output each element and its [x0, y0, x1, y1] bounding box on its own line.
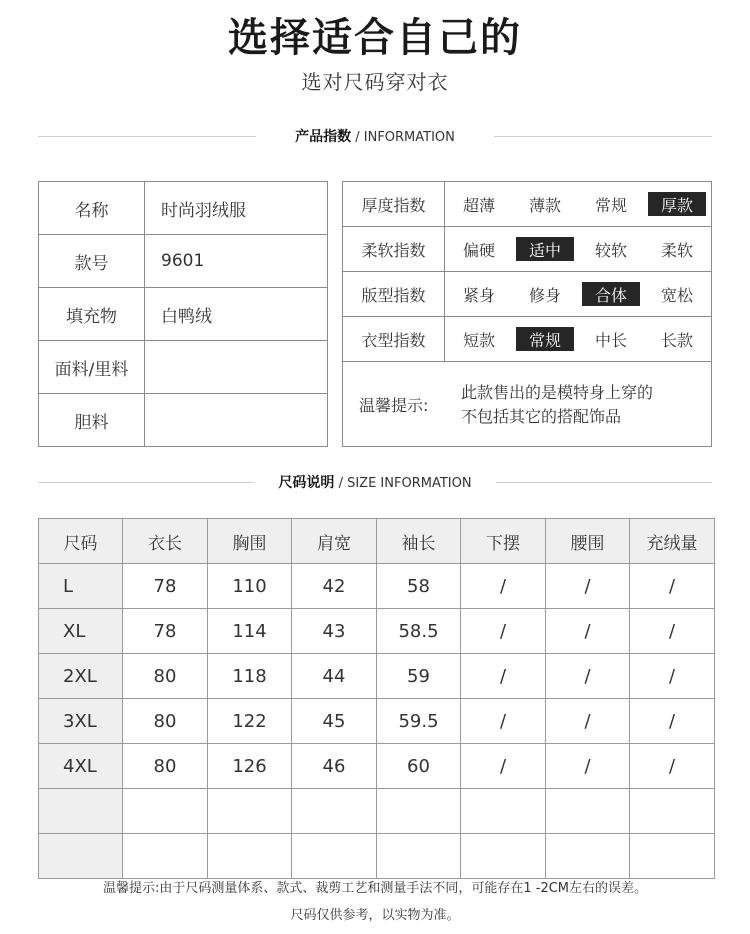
- size-cell: 59: [377, 654, 461, 699]
- index-option: 较软: [594, 240, 627, 260]
- size-cell: 60: [377, 744, 461, 789]
- index-option: 超薄: [462, 195, 495, 215]
- size-section-title: 尺码说明: [278, 475, 335, 491]
- footer-note: 温馨提示:由于尺码测量体系、款式、裁剪工艺和测量手法不同，可能存在1 -2CM左右的误差。: [102, 881, 648, 896]
- page-subtitle: 选对尺码穿对衣: [301, 70, 449, 94]
- info-row-name: [39, 182, 327, 235]
- size-cell: /: [461, 744, 546, 789]
- index-label: 衣型指数: [343, 317, 445, 361]
- size-cell: [208, 789, 292, 834]
- size-cell: [461, 834, 546, 879]
- size-cell: /: [630, 699, 715, 744]
- size-table-header-row: [39, 519, 715, 564]
- size-header-cell: 胸围: [208, 519, 292, 564]
- info-key: 填充物: [39, 288, 145, 340]
- size-cell: /: [461, 609, 546, 654]
- index-option: 厚款: [648, 192, 706, 216]
- info-value: 白鸭绒: [161, 306, 212, 327]
- product-section-title: 产品指数: [295, 129, 352, 145]
- info-row-style-number: [39, 235, 327, 288]
- footer-disclaimer: 尺码仅供参考，以实物为准。: [290, 908, 460, 923]
- info-row-lining: [39, 394, 327, 447]
- index-option: 适中: [516, 237, 574, 261]
- size-table-row: [39, 699, 715, 744]
- index-row-length: [343, 317, 711, 362]
- size-cell: 126: [208, 744, 292, 789]
- size-cell: /: [461, 654, 546, 699]
- index-option: 常规: [516, 327, 574, 351]
- size-header-cell: 衣长: [123, 519, 208, 564]
- size-cell: [377, 789, 461, 834]
- size-cell: 45: [292, 699, 377, 744]
- size-cell: /: [630, 609, 715, 654]
- size-cell: [123, 834, 208, 879]
- index-option: 紧身: [462, 285, 495, 305]
- size-cell: 122: [208, 699, 292, 744]
- size-cell: /: [461, 564, 546, 609]
- product-info-table: [38, 181, 328, 447]
- index-option: 薄款: [528, 195, 561, 215]
- size-cell: 78: [123, 564, 208, 609]
- size-cell: [39, 834, 123, 879]
- size-cell: 78: [123, 609, 208, 654]
- size-cell: /: [546, 744, 630, 789]
- size-cell: [546, 834, 630, 879]
- index-option: 长款: [660, 330, 693, 350]
- page-title: 选择适合自己的: [228, 15, 522, 61]
- index-row-thickness: [343, 182, 711, 227]
- size-header-cell: 充绒量: [630, 519, 715, 564]
- size-cell: 110: [208, 564, 292, 609]
- size-cell: [123, 789, 208, 834]
- info-row-fabric: [39, 341, 327, 394]
- size-cell: 43: [292, 609, 377, 654]
- tip-row: [343, 362, 711, 446]
- size-table-row: [39, 609, 715, 654]
- size-cell: 80: [123, 699, 208, 744]
- size-header-cell: 尺码: [39, 519, 123, 564]
- size-header-cell: 袖长: [377, 519, 461, 564]
- size-cell: 58.5: [377, 609, 461, 654]
- index-option: 合体: [582, 282, 640, 306]
- size-table-body: [39, 519, 715, 879]
- size-table-row: [39, 564, 715, 609]
- size-cell: /: [546, 654, 630, 699]
- tip-text: [461, 381, 653, 429]
- index-option: 修身: [528, 285, 561, 305]
- size-cell: [630, 789, 715, 834]
- index-option: 宽松: [660, 285, 693, 305]
- index-label: 版型指数: [343, 272, 445, 316]
- size-cell: 4XL: [39, 744, 123, 789]
- tip-label: 温馨提示:: [359, 395, 429, 415]
- index-option: 偏硬: [462, 240, 495, 260]
- info-value: 9601: [161, 251, 205, 271]
- info-row-filling: [39, 288, 327, 341]
- size-cell: 114: [208, 609, 292, 654]
- size-header-cell: 肩宽: [292, 519, 377, 564]
- size-cell: [377, 834, 461, 879]
- size-table: [38, 518, 715, 879]
- size-cell: /: [630, 654, 715, 699]
- size-cell: [208, 834, 292, 879]
- index-option: 短款: [462, 330, 495, 350]
- info-key: 胆料: [39, 394, 145, 447]
- size-table-row: [39, 744, 715, 789]
- size-section-heading: [38, 471, 712, 495]
- size-cell: /: [546, 564, 630, 609]
- size-cell: 118: [208, 654, 292, 699]
- size-cell: 44: [292, 654, 377, 699]
- index-option: 柔软: [660, 240, 693, 260]
- size-cell: [292, 789, 377, 834]
- size-cell: /: [630, 744, 715, 789]
- info-value: 时尚羽绒服: [161, 200, 246, 221]
- index-label: 厚度指数: [343, 182, 445, 226]
- tip-line: 此款售出的是模特身上穿的: [461, 383, 654, 402]
- index-row-softness: [343, 227, 711, 272]
- product-index-table: [342, 181, 712, 447]
- size-cell: [461, 789, 546, 834]
- index-option: 中长: [594, 330, 627, 350]
- size-cell: /: [461, 699, 546, 744]
- info-key: 面料/里料: [39, 341, 145, 393]
- size-cell: [39, 789, 123, 834]
- size-cell: 3XL: [39, 699, 123, 744]
- size-cell: /: [546, 609, 630, 654]
- product-section-heading: [38, 125, 712, 149]
- tip-line: 不包括其它的搭配饰品: [461, 407, 622, 426]
- index-option: 常规: [594, 195, 627, 215]
- size-cell: 46: [292, 744, 377, 789]
- size-table-row: [39, 789, 715, 834]
- product-section-title-en: / INFORMATION: [351, 130, 455, 145]
- size-cell: 59.5: [377, 699, 461, 744]
- size-cell: [292, 834, 377, 879]
- size-cell: [630, 834, 715, 879]
- size-table-row: [39, 654, 715, 699]
- size-header-cell: 腰围: [546, 519, 630, 564]
- index-label: 柔软指数: [343, 227, 445, 271]
- size-section-title-en: / SIZE INFORMATION: [334, 476, 472, 491]
- size-cell: 80: [123, 744, 208, 789]
- size-cell: XL: [39, 609, 123, 654]
- size-header-cell: 下摆: [461, 519, 546, 564]
- size-cell: 42: [292, 564, 377, 609]
- size-cell: 80: [123, 654, 208, 699]
- size-cell: 58: [377, 564, 461, 609]
- size-cell: L: [39, 564, 123, 609]
- info-key: 款号: [39, 235, 145, 287]
- size-cell: [546, 789, 630, 834]
- size-cell: /: [546, 699, 630, 744]
- size-cell: 2XL: [39, 654, 123, 699]
- size-table-row: [39, 834, 715, 879]
- info-key: 名称: [39, 182, 145, 234]
- size-cell: /: [630, 564, 715, 609]
- index-row-fit: [343, 272, 711, 317]
